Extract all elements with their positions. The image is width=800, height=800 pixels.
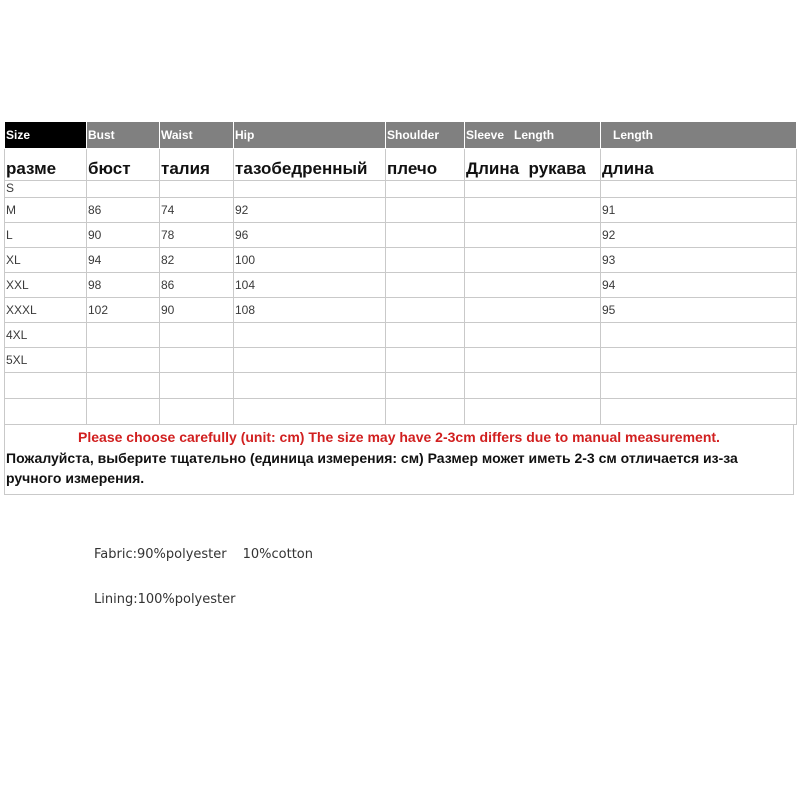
cell-bust: 86	[87, 198, 160, 223]
table-row	[5, 373, 797, 399]
header-length: Length	[601, 122, 797, 149]
table-row	[5, 223, 797, 248]
cell-sleeve-length	[465, 248, 601, 273]
cell-bust	[87, 181, 160, 198]
cell-size: M	[5, 198, 87, 223]
fabric-info	[94, 547, 313, 562]
header-ru-waist: талия	[160, 149, 234, 181]
cell-hip	[234, 348, 386, 373]
cell-hip: 100	[234, 248, 386, 273]
cell-sleeve-length	[465, 223, 601, 248]
cell-shoulder	[386, 198, 465, 223]
header-shoulder: Shoulder	[386, 122, 465, 149]
cell-size: 5XL	[5, 348, 87, 373]
notes-cell	[4, 425, 794, 495]
fabric-polyester: Fabric:90%polyester	[94, 547, 227, 562]
cell-length: 92	[601, 223, 797, 248]
table-row	[5, 273, 797, 298]
cell-waist	[160, 323, 234, 348]
cell-size: 4XL	[5, 323, 87, 348]
cell-waist: 86	[160, 273, 234, 298]
header-row-english	[5, 122, 797, 149]
header-ru-length: длина	[601, 149, 797, 181]
cell-size: L	[5, 223, 87, 248]
cell-sleeve-length	[465, 298, 601, 323]
note-russian: Пожалуйста, выберите тщательно (единица измерения: см) Размер может иметь 2-3 см отличается из-за ручного измерения.	[6, 450, 738, 486]
cell-bust: 90	[87, 223, 160, 248]
header-ru-size: разме	[5, 149, 87, 181]
cell-shoulder	[386, 223, 465, 248]
header-sleeve-length: Sleeve Length	[465, 122, 601, 149]
cell-waist	[160, 181, 234, 198]
cell-size: XL	[5, 248, 87, 273]
table-row	[5, 298, 797, 323]
table-row	[5, 399, 797, 425]
cell-sleeve-length	[465, 181, 601, 198]
header-ru-bust: бюст	[87, 149, 160, 181]
cell-shoulder	[386, 181, 465, 198]
table-row	[5, 198, 797, 223]
cell-waist	[160, 348, 234, 373]
table-row	[5, 323, 797, 348]
cell-shoulder	[386, 399, 465, 425]
cell-hip	[234, 399, 386, 425]
cell-waist: 90	[160, 298, 234, 323]
cell-sleeve-length	[465, 399, 601, 425]
table-row	[5, 181, 797, 198]
note-english: Please choose carefully (unit: cm) The size may have 2-3cm differs due to manual measurement.	[78, 429, 720, 445]
table-row	[5, 348, 797, 373]
cell-hip: 104	[234, 273, 386, 298]
table-row	[5, 248, 797, 273]
header-size: Size	[5, 122, 87, 149]
cell-size: S	[5, 181, 87, 198]
cell-length: 94	[601, 273, 797, 298]
cell-bust: 102	[87, 298, 160, 323]
header-ru-sleeve-length: Длина рукава	[465, 149, 601, 181]
cell-shoulder	[386, 298, 465, 323]
cell-bust	[87, 399, 160, 425]
cell-size	[5, 399, 87, 425]
cell-waist	[160, 373, 234, 399]
cell-shoulder	[386, 248, 465, 273]
cell-shoulder	[386, 348, 465, 373]
lining-info: Lining:100%polyester	[94, 592, 236, 607]
cell-sleeve-length	[465, 323, 601, 348]
size-chart	[4, 121, 796, 495]
header-row-russian	[5, 149, 797, 181]
header-waist: Waist	[160, 122, 234, 149]
cell-length	[601, 373, 797, 399]
cell-shoulder	[386, 273, 465, 298]
cell-size	[5, 373, 87, 399]
cell-bust	[87, 348, 160, 373]
cell-waist: 82	[160, 248, 234, 273]
cell-shoulder	[386, 373, 465, 399]
cell-size: XXL	[5, 273, 87, 298]
cell-length	[601, 323, 797, 348]
cell-length: 93	[601, 248, 797, 273]
cell-sleeve-length	[465, 373, 601, 399]
header-ru-hip: тазобедренный	[234, 149, 386, 181]
header-hip: Hip	[234, 122, 386, 149]
cell-waist: 74	[160, 198, 234, 223]
cell-length	[601, 181, 797, 198]
header-bust: Bust	[87, 122, 160, 149]
cell-bust	[87, 373, 160, 399]
cell-length: 91	[601, 198, 797, 223]
cell-sleeve-length	[465, 198, 601, 223]
cell-bust	[87, 323, 160, 348]
cell-bust: 94	[87, 248, 160, 273]
cell-length	[601, 348, 797, 373]
cell-sleeve-length	[465, 273, 601, 298]
cell-bust: 98	[87, 273, 160, 298]
size-table	[4, 121, 797, 425]
cell-length: 95	[601, 298, 797, 323]
fabric-cotton: 10%cotton	[242, 547, 313, 562]
cell-length	[601, 399, 797, 425]
cell-hip	[234, 373, 386, 399]
cell-hip: 108	[234, 298, 386, 323]
cell-hip	[234, 323, 386, 348]
cell-shoulder	[386, 323, 465, 348]
cell-sleeve-length	[465, 348, 601, 373]
cell-hip: 96	[234, 223, 386, 248]
cell-size: XXXL	[5, 298, 87, 323]
cell-hip: 92	[234, 198, 386, 223]
cell-hip	[234, 181, 386, 198]
cell-waist: 78	[160, 223, 234, 248]
cell-waist	[160, 399, 234, 425]
header-ru-shoulder: плечо	[386, 149, 465, 181]
